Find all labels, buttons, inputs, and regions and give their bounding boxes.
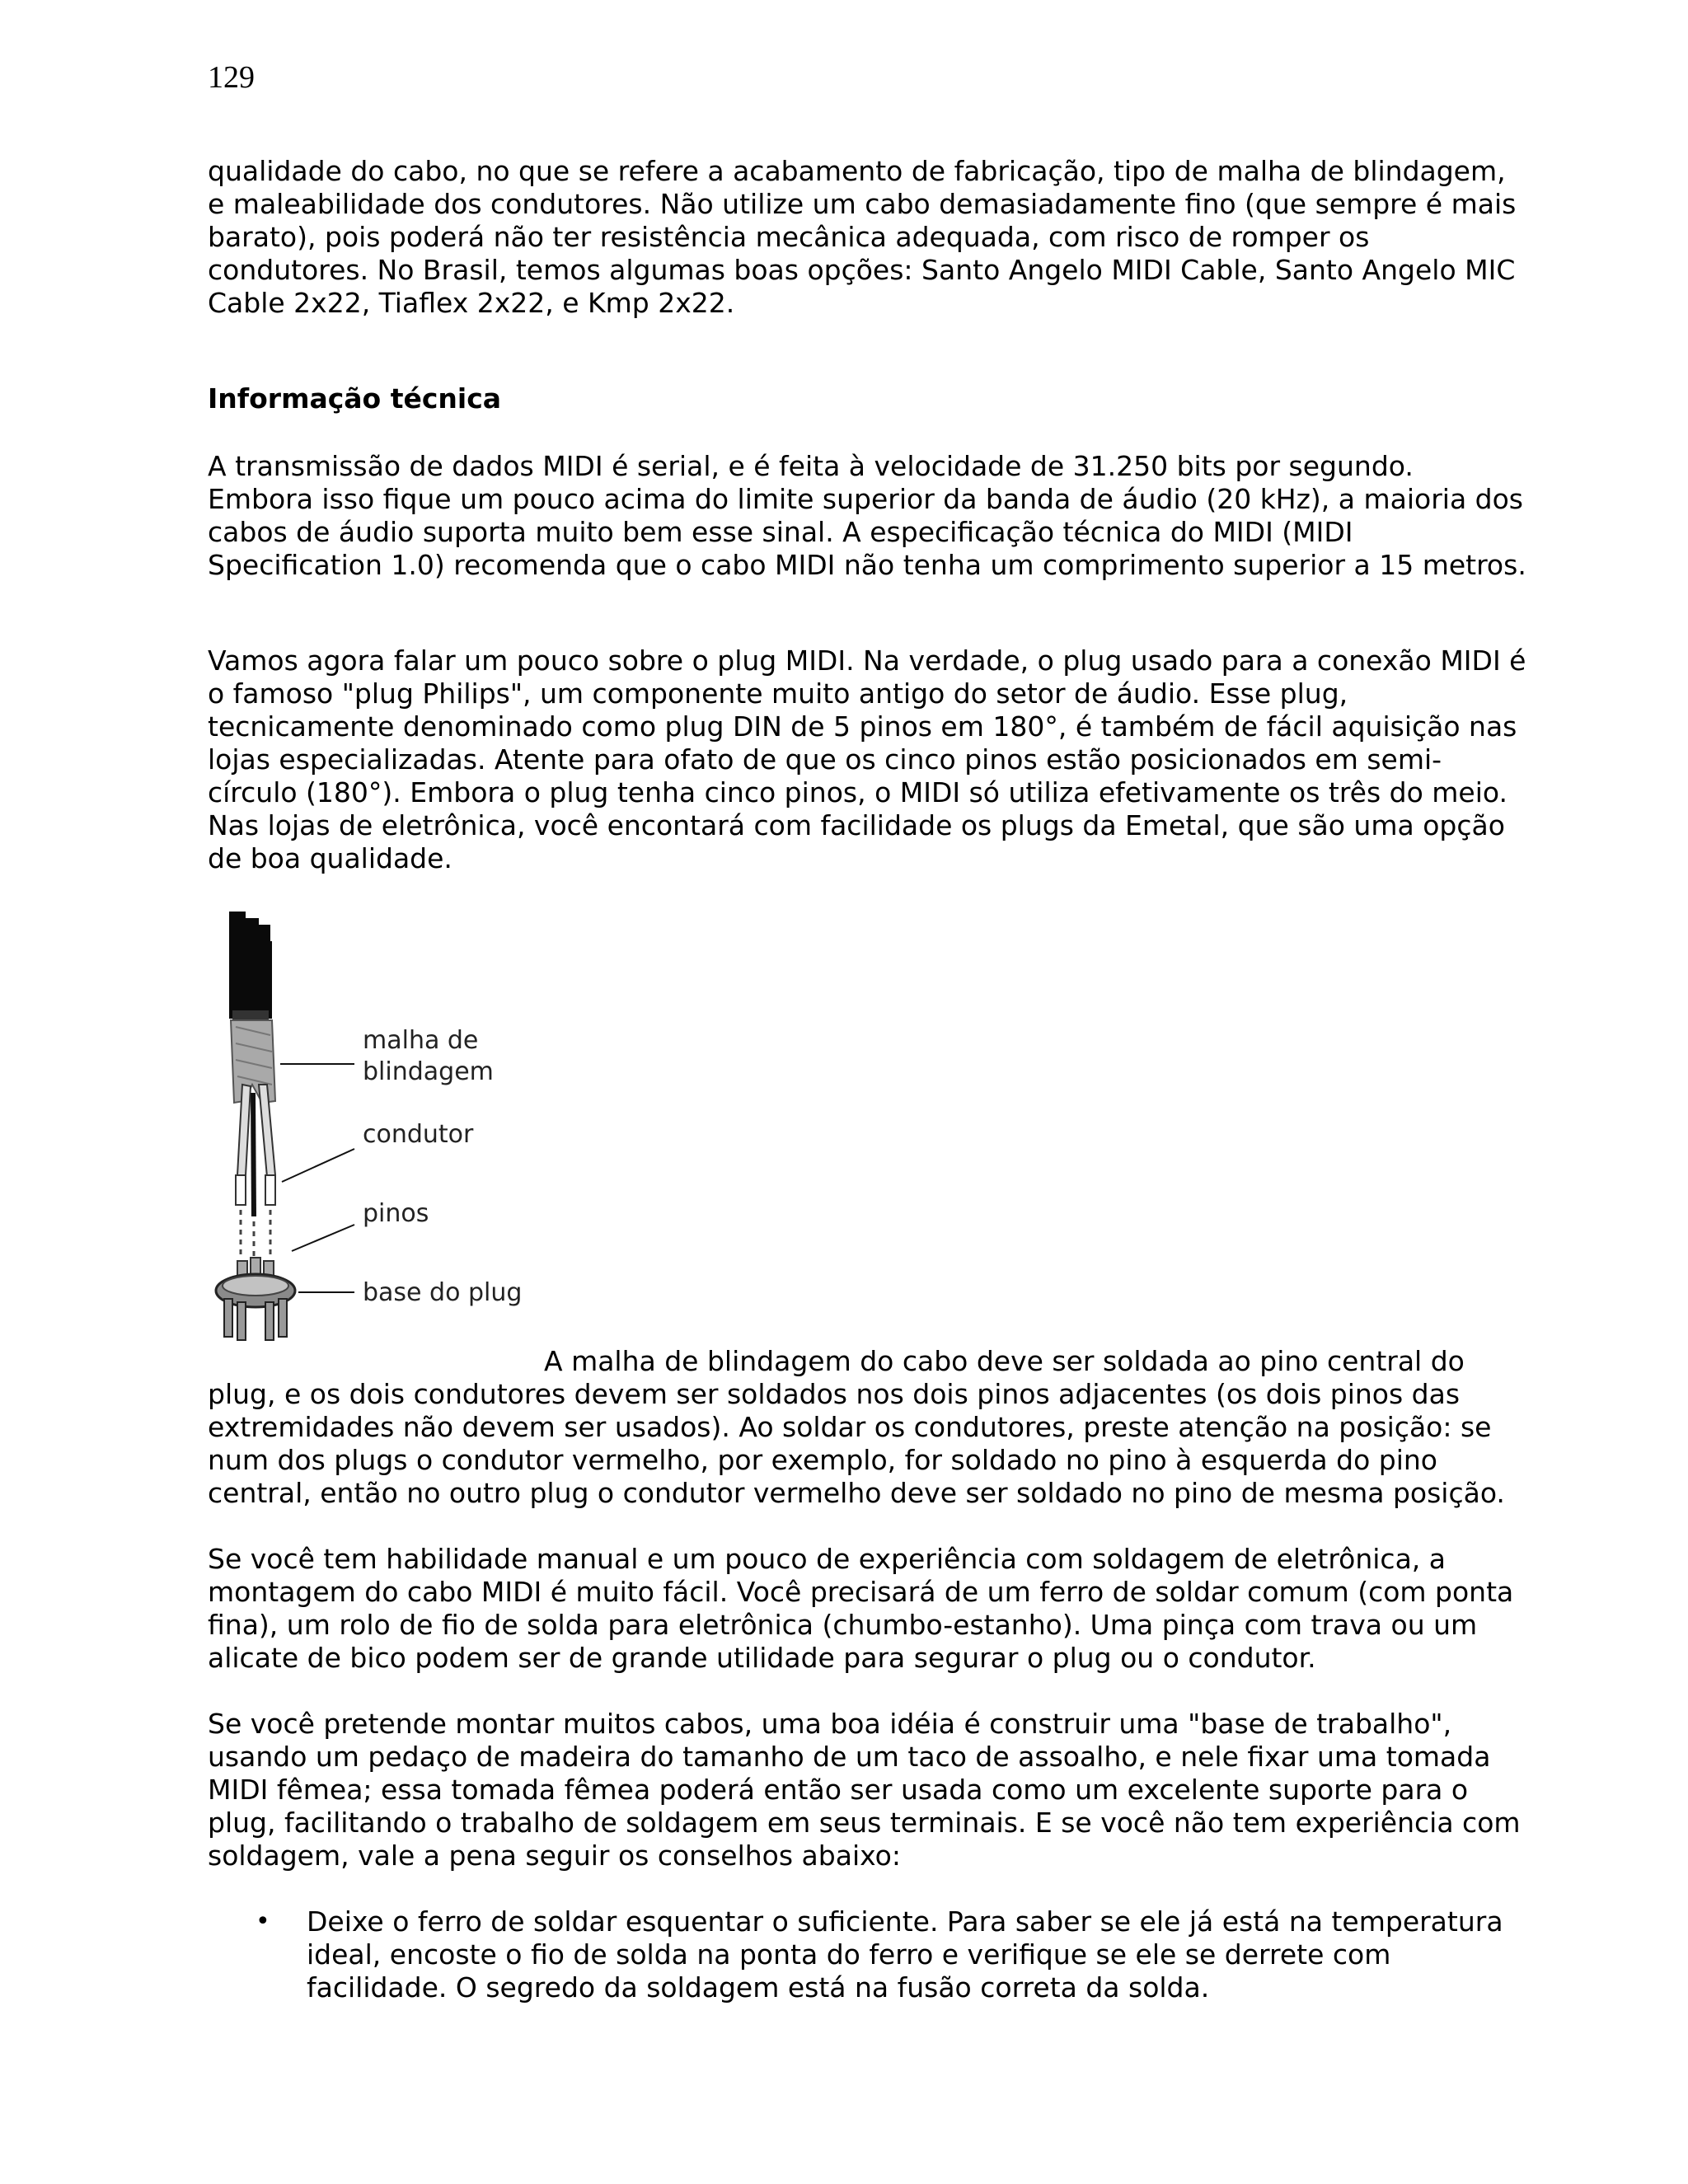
label-malha-line2: blindagem (363, 1057, 494, 1086)
list-item-text: Deixe o ferro de soldar esquentar o suficiente. Para saber se ele já está na temperatura ideal, encoste o fio de solda na ponta do ferro e verifique se ele se derrete com facilidade. O segredo da soldagem está na fusão correta da solda. (307, 1905, 1503, 2004)
label-condutor: condutor (363, 1120, 474, 1149)
cable-jacket-shape (229, 912, 272, 1022)
paragraph-midi-plug: Vamos agora falar um pouco sobre o plug MIDI. Na verdade, o plug usado para a conexão MIDI é o famoso "plug Philips", um componente muito antigo do setor de áudio. Esse plug, tecnicamente denominado como plug DIN de 5 pinos em 180°, é também de fácil aquisição nas lojas especializadas. Atente para ofato de que os cinco pinos estão posicionados em semi-círculo (180°). Embora o plug tenha cinco pinos, o MIDI só utiliza efetivamente os três do meio. Nas lojas de eletrônica, você encontará com facilidade os plugs da Emetal, que são uma opção de boa qualidade. (208, 644, 1526, 874)
advice-list (208, 1905, 1526, 2004)
leader-lines (280, 1064, 354, 1292)
pin-guide-lines (241, 1210, 270, 1258)
label-base-do-plug: base do plug (363, 1278, 523, 1307)
figure-container (208, 908, 1526, 1345)
label-malha-line1: malha de (363, 1026, 479, 1055)
paragraph-soldering-pins: A malha de blindagem do cabo deve ser soldada ao pino central do plug, e os dois condutores devem ser soldados nos dois pinos adjacentes (os dois pinos das extremidades não devem ser usados). Ao soldar os condutores, preste atenção na posição: se num dos plugs o condutor vermelho, por exemplo, for soldado no pino à esquerda do pino central, então no outro plug o condutor vermelho deve ser soldado no pino de mesma posição. (208, 1345, 1505, 1509)
cable-plug-diagram (213, 912, 542, 1343)
paragraph-cable-quality: qualidade do cabo, no que se refere a acabamento de fabricação, tipo de malha de blindagem, e maleabilidade dos condutores. Não utilize um cabo demasiadamente fino (que sempre é mais barato), pois poderá não ter resistência mecânica adequada, com risco de romper os condutores. No Brasil, temos algumas boas opções: Santo Angelo MIDI Cable, Santo Angelo MIC Cable 2x22, Tiaflex 2x22, e Kmp 2x22. (208, 155, 1517, 319)
plug-base-shape (216, 1258, 295, 1340)
section-heading: Informação técnica (208, 382, 502, 415)
shield-braid-shape (231, 1020, 275, 1103)
paragraph-assembly: Se você tem habilidade manual e um pouco de experiência com soldagem de eletrônica, a montagem do cabo MIDI é muito fácil. Você precisará de um ferro de soldar comum (com ponta fina), um rolo de fio de solda para eletrônica (chumbo-estanho). Uma pinça com trava ou um alicate de bico podem ser de grande utilidade para segurar o plug ou o condutor. (208, 1543, 1514, 1674)
paragraph-work-base: Se você pretende montar muitos cabos, uma boa idéia é construir uma "base de trabalho", usando um pedaço de madeira do tamanho de um taco de assoalho, e nele fixar uma tomada MIDI fêmea; essa tomada fêmea poderá então ser usada como um excelente suporte para o plug, facilitando o trabalho de soldagem em seus terminais. E se você não tem experiência com soldagem, vale a pena seguir os conselhos abaixo: (208, 1708, 1521, 1872)
conductor-wires-shape (236, 1085, 275, 1216)
list-item (208, 1905, 1526, 2004)
page-number: 129 (208, 60, 255, 95)
paragraph-technical-info: A transmissão de dados MIDI é serial, e é feita à velocidade de 31.250 bits por segundo. Embora isso fique um pouco acima do limite superior da banda de áudio (20 kHz), a maioria dos cabos de áudio suporta muito bem esse sinal. A especificação técnica do MIDI (MIDI Specification 1.0) recomenda que o cabo MIDI não tenha um comprimento superior a 15 metros. (208, 450, 1526, 581)
bullet-marker: • (256, 1907, 270, 1936)
page-content (208, 155, 1526, 2004)
label-pinos: pinos (363, 1199, 429, 1228)
